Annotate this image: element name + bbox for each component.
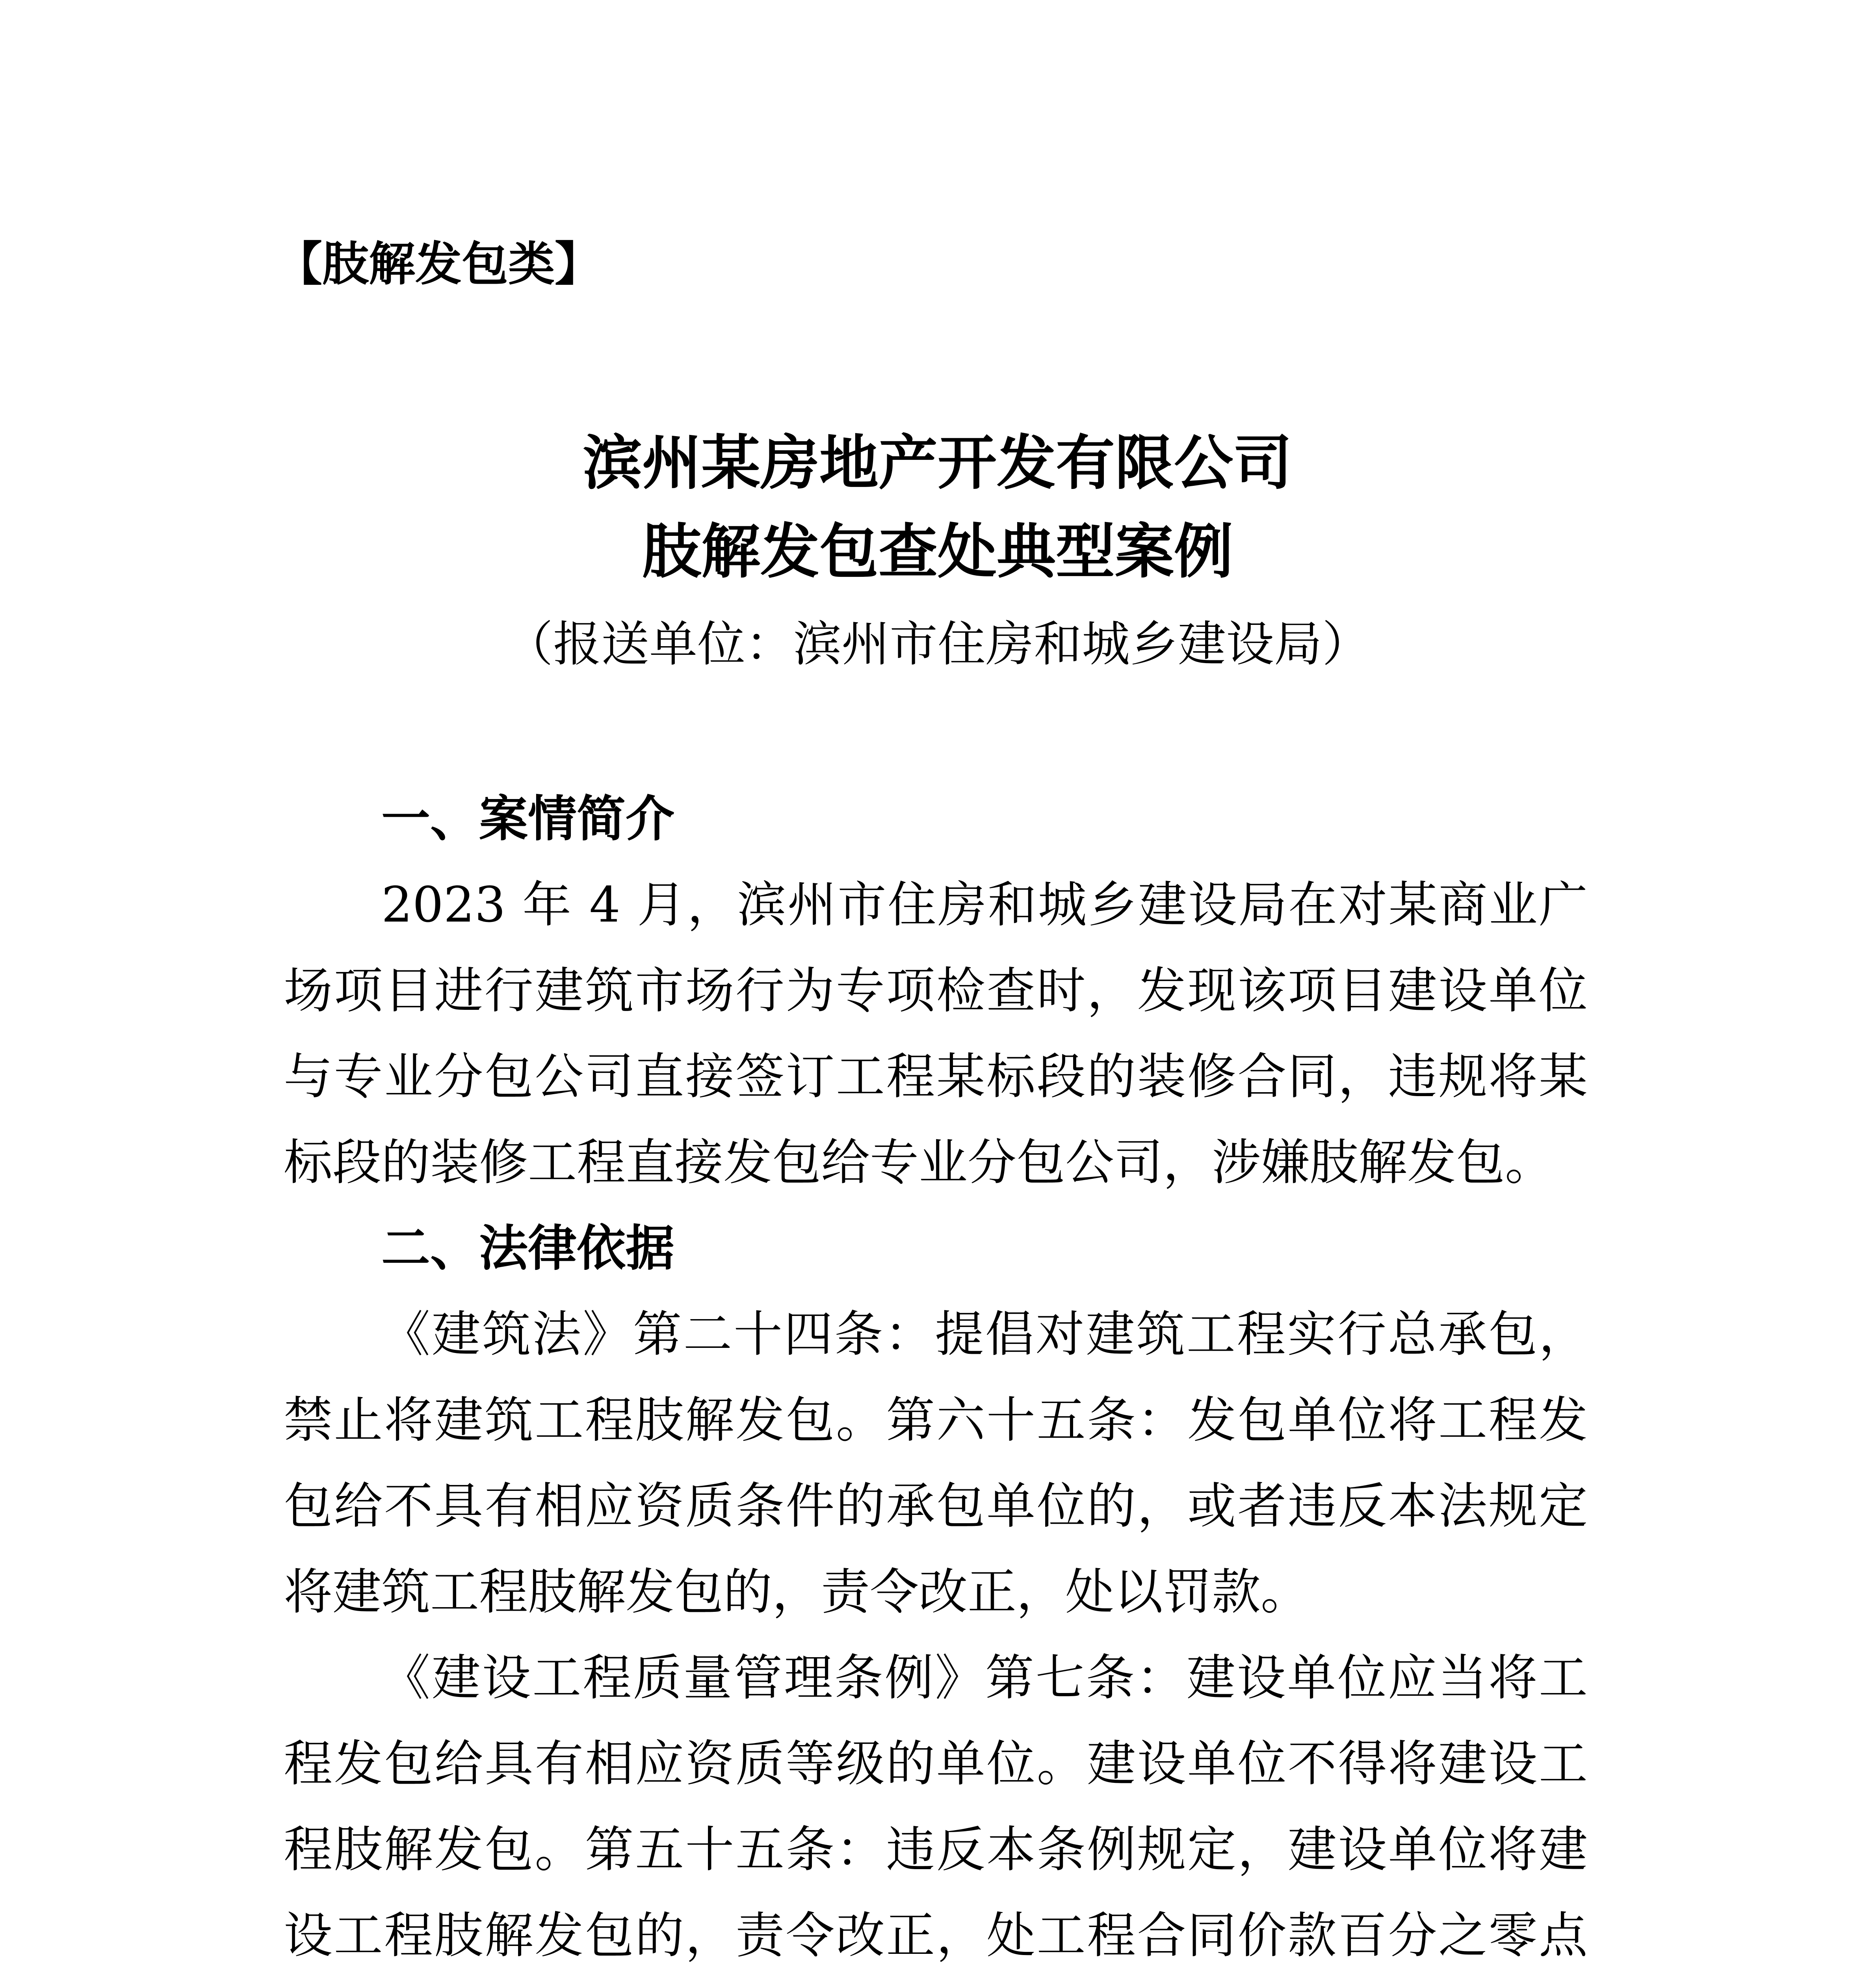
case-intro-paragraph: 2023 年 4 月，滨州市住房和城乡建设局在对某商业广场项目进行建筑市场行为专项检查时，发现该项目建设单位与专业分包公司直接签订工程某标段的装修合同，违规将某标段的装修工程直接发包给专业分包公司，涉嫌肢解发包。 — [284, 877, 1588, 1191]
reporting-unit-subtitle: （报送单位：滨州市住房和城乡建设局） — [505, 616, 1370, 672]
document-title-line-2: 肢解发包查处典型案例 — [642, 517, 1233, 586]
legal-basis-paragraph-1: 《建筑法》第二十四条：提倡对建筑工程实行总承包，禁止将建筑工程肢解发包。第六十五条：发包单位将工程发包给不具有相应资质条件的承包单位的，或者违反本法规定将建筑工程肢解发包的，责令改正，处以罚款。 — [284, 1306, 1588, 1621]
document-body — [284, 776, 1588, 1970]
section-heading-case-intro: 一、案情简介 — [381, 791, 675, 847]
document-title-line-1: 滨州某房地产开发有限公司 — [583, 428, 1292, 498]
section-heading-legal-basis: 二、法律依据 — [381, 1220, 675, 1277]
category-tag: 【肢解发包类】 — [276, 237, 602, 291]
legal-basis-paragraph-2: 《建设工程质量管理条例》第七条：建设单位应当将工程发包给具有相应资质等级的单位。建设单位不得将建设工程肢解发包。第五十五条：违反本条例规定，建设单位将建设工程肢解发包的，责令改正，处工程合同价款百分之零点 — [284, 1650, 1588, 1964]
